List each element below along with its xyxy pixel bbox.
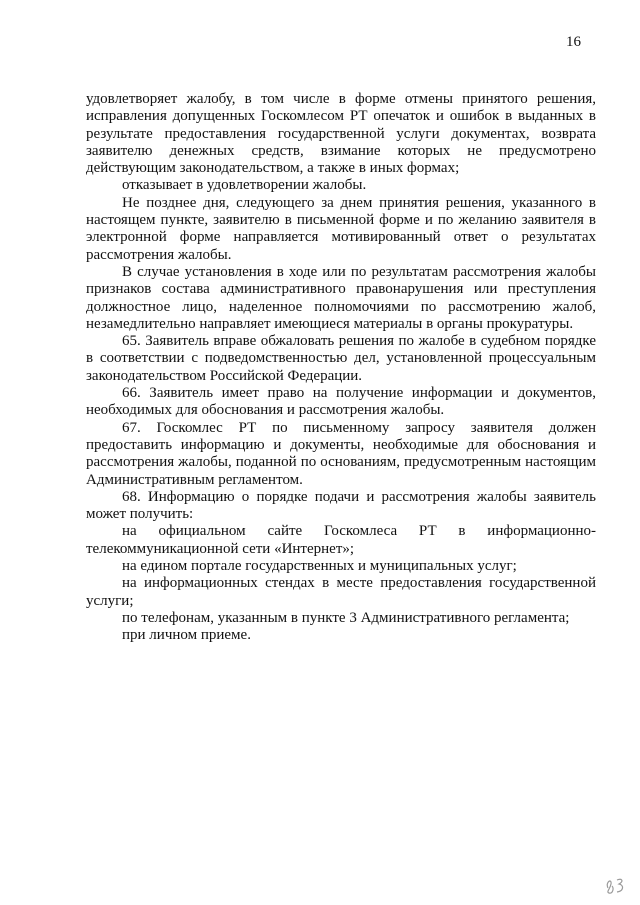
list-item-portal: на едином портале государственных и муниципальных услуг; [122,558,517,575]
list-item-phone: по телефонам, указанным в пункте 3 Административного регламента; [122,609,570,626]
paragraph-response-deadline: Не позднее дня, следующего за днем принятия решения, указанного в настоящем пункте, заявителю в письменной форме и по желанию заявителя в электронной форме направляется мотивированный ответ о результатах рассмотрения жалобы. [86,194,596,263]
document-body [86,91,596,645]
paragraph-refusal: отказывает в удовлетворении жалобы. [122,177,367,194]
paragraph-66: 66. Заявитель имеет право на получение информации и документов, необходимых для обоснования и рассмотрения жалобы. [86,385,596,419]
paragraph-68: 68. Информацию о порядке подачи и рассмотрения жалобы заявитель может получить: [86,488,596,523]
paragraph-prosecution: В случае установления в ходе или по результатам рассмотрения жалобы признаков состава административного правонарушения или преступления должностное лицо, наделенное полномочиями по рассмотрению жалоб, незамедлительно направляет имеющиеся материалы в органы прокуратуры. [86,263,596,332]
handwritten-mark [602,868,630,896]
paragraph-continued: удовлетворяет жалобу, в том числе в форме отмены принятого решения, исправления допущенных Госкомлесом РТ опечаток и ошибок в выданных в результате предоставления государственной услуги документах, возврата заявителю денежных средств, взимание которых не предусмотрено действующим законодательством, а также в иных формах; [86,91,596,177]
list-item-website: на официальном сайте Госкомлеса РТ в информационно-телекоммуникационной сети «Интернет»; [86,523,596,557]
paragraph-65: 65. Заявитель вправе обжаловать решения по жалобе в судебном порядке в соответствии с подведомственностью дел, установленной процессуальным законодательством Российской Федерации. [86,333,596,384]
list-item-in-person: при личном приеме. [122,627,251,644]
page-number: 16 [566,34,581,50]
paragraph-67: 67. Госкомлес РТ по письменному запросу заявителя должен предоставить информацию и документы, необходимые для обоснования и рассмотрения жалобы, поданной по основаниям, предусмотренным настоящим Административным регламентом. [86,419,596,488]
list-item-info-stands: на информационных стендах в месте предоставления государственной услуги; [86,575,596,609]
